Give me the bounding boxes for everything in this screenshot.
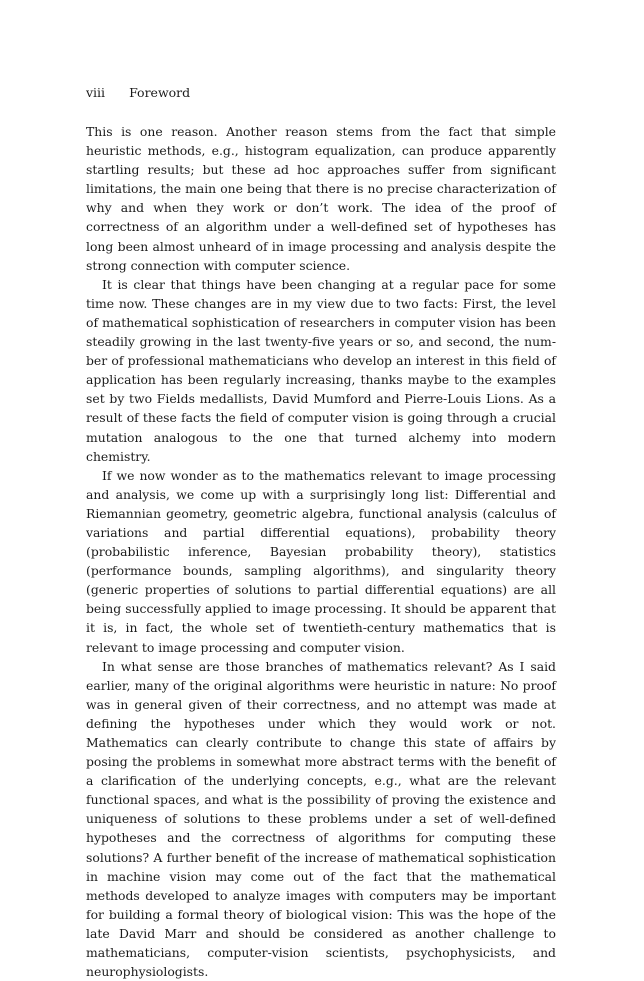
paragraph-3: If we now wonder as to the mathematics relevant to image processing and analysis, we come up with a surprisingly long list: Differential and Riemannian geometry, geometric algebra, functional analysis (calculus of variations and partial differential equations), probability theory (probabilistic inference, Bayesian probability theory), statistics (performance bounds, sampling algorithms), and singularity theory (generic properties of solutions to partial differential equations) are all being successfully applied to image processing. It should be apparent that it is, in fact, the whole set of twentieth-century mathematics that is relevant to image processing and computer vision. [86,467,556,655]
paragraph-2: It is clear that things have been changing at a regular pace for some time now. These changes are in my view due to two facts: First, the level of mathematical sophistication of researchers in computer vision has been steadily growing in the last twenty-five years or so, and second, the number of professional mathematicians who develop an interest in this field of application has been regularly increasing, thanks maybe to the examples set by two Fields medallists, David Mumford and Pierre-Louis Lions. As a result of these facts the field of computer vision is going through a crucial mutation analogous to the one that turned alchemy into modern chemistry. [86,276,556,464]
running-head [86,85,556,101]
body-text [86,122,556,981]
section-title: Foreword [129,85,191,100]
page-number: viii [86,85,106,100]
book-page [86,85,556,981]
paragraph-1: This is one reason. Another reason stems from the fact that simple heuristic methods, e.g., histogram equalization, can produce apparently startling results; but these ad hoc approaches suffer from significant limitations, the main one being that there is no precise characterization of why and when they work or don’t work. The idea of the proof of correctness of an algorithm under a well-defined set of hypotheses has long been almost unheard of in image processing and analysis despite the strong connection with computer science. [86,124,556,273]
paragraph-4: In what sense are those branches of mathematics relevant? As I said earlier, many of the original algorithms were heuristic in nature: No proof was in general given of their correctness, and no attempt was made at defining the hypotheses under which they would work or not. Mathematics can clearly contribute to change this state of affairs by posing the problems in somewhat more abstract terms with the benefit of a clarification of the underlying concepts, e.g., what are the relevant functional spaces, and what is the possibility of proving the existence and uniqueness of solutions to these problems under a set of well-defined hypotheses and the correctness of algorithms for computing these solutions? A further benefit of the increase of mathematical sophistication in machine vision may come out of the fact that the mathematical methods developed to analyze images with computers may be important for building a formal theory of biological vision: This was the hope of the late David Marr and should be considered as another challenge to mathematicians, computer-vision scientists, psychophysicists, and neurophysiologists. [86,658,556,980]
